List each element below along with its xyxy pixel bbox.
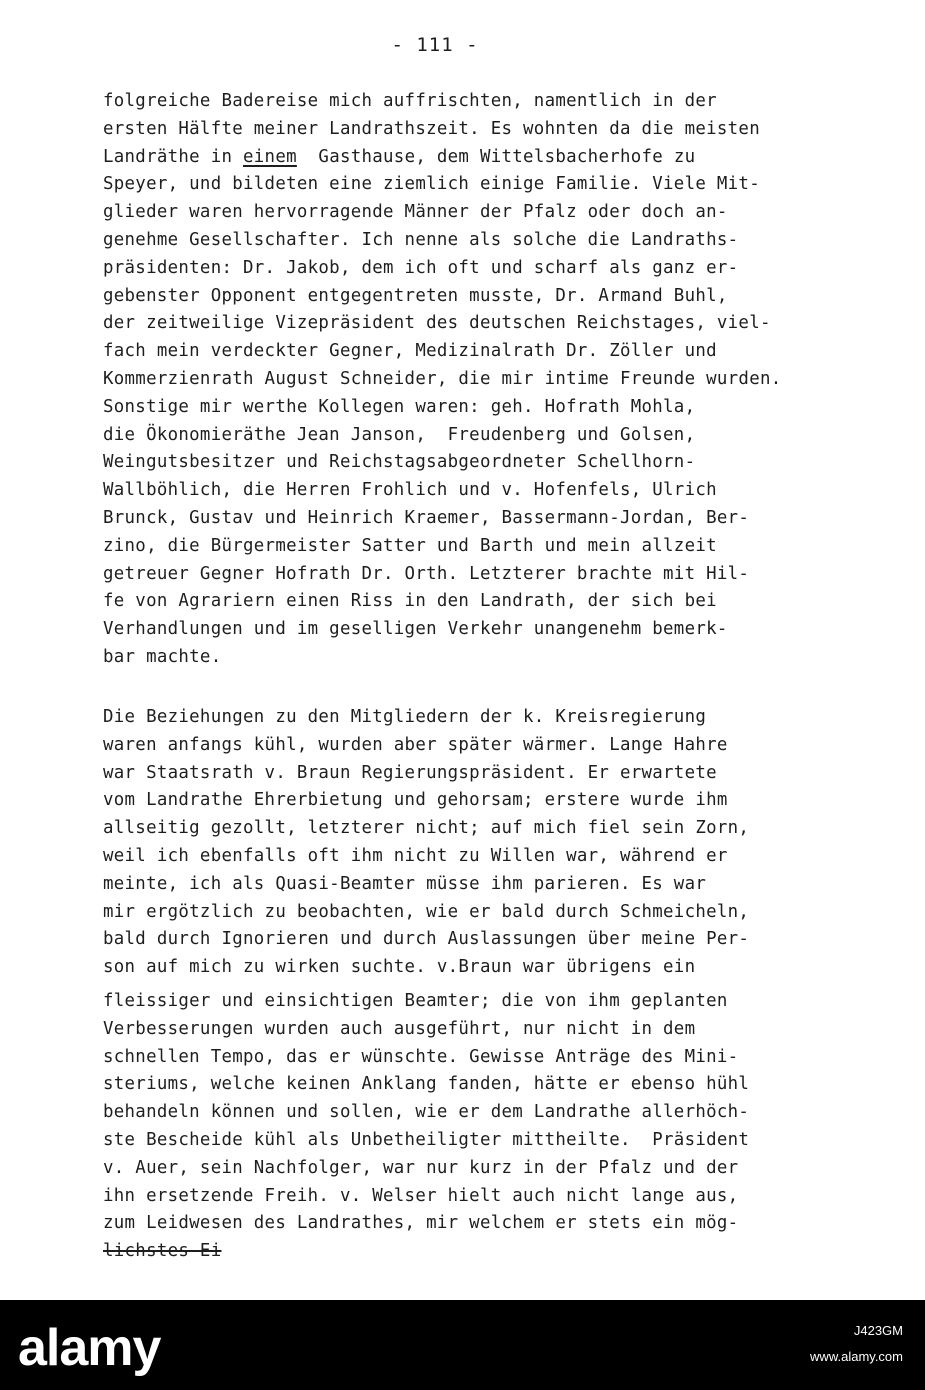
- text-fragment: Gasthause, dem Wittelsbacherhofe zu: [318, 146, 696, 167]
- site-url: www.alamy.com: [810, 1349, 903, 1364]
- text-line: fach mein verdeckter Gegner, Medizinalrath Dr. Zöller und: [103, 341, 717, 362]
- stock-footer: [0, 1300, 925, 1390]
- text-line: Verbesserungen wurden auch ausgeführt, nur nicht in dem: [103, 1018, 696, 1039]
- text-line: zino, die Bürgermeister Satter und Barth und mein allzeit: [103, 535, 717, 556]
- paragraph-3: [103, 988, 893, 1266]
- text-line: Sonstige mir werthe Kollegen waren: geh. Hofrath Mohla,: [103, 396, 696, 417]
- underlined-word: einem: [243, 146, 297, 167]
- page-number: - 111 -: [391, 34, 479, 56]
- text-line: fleissiger und einsichtigen Beamter; die von ihm geplanten: [103, 991, 728, 1011]
- text-line: getreuer Gegner Hofrath Dr. Orth. Letzterer brachte mit Hil-: [103, 563, 750, 584]
- text-line: präsidenten: Dr. Jakob, dem ich oft und scharf als ganz er-: [103, 257, 739, 278]
- text-line: steriums, welche keinen Anklang fanden, hätte er ebenso hühl: [103, 1074, 750, 1095]
- text-line: Die Beziehungen zu den Mitgliedern der k. Kreisregierung: [103, 707, 707, 727]
- text-fragment: Landräthe in: [103, 146, 244, 167]
- text-line: son auf mich zu wirken suchte. v.Braun war übrigens ein: [103, 957, 696, 978]
- text-line: ersten Hälfte meiner Landrathszeit. Es wohnten da die meisten: [103, 118, 760, 139]
- text-line: folgreiche Badereise mich auffrischten, namentlich in der: [103, 91, 717, 111]
- text-line: bald durch Ignorieren und durch Auslassungen über meine Per-: [103, 929, 750, 950]
- text-line: die Ökonomieräthe Jean Janson, Freudenberg und Golsen,: [103, 424, 696, 445]
- text-line: [103, 144, 893, 172]
- text-line: der zeitweilige Vizepräsident des deutschen Reichstages, viel-: [103, 313, 771, 334]
- text-fragment: [297, 147, 319, 167]
- text-line: weil ich ebenfalls oft ihm nicht zu Willen war, während er: [103, 845, 728, 866]
- text-line: zum Leidwesen des Landrathes, mir welchem er stets ein mög-: [103, 1213, 739, 1234]
- text-line: allseitig gezollt, letzterer nicht; auf mich fiel sein Zorn,: [103, 818, 750, 839]
- text-line: meinte, ich als Quasi-Beamter müsse ihm parieren. Es war: [103, 873, 707, 894]
- text-line: Speyer, und bildeten eine ziemlich einige Familie. Viele Mit-: [103, 174, 760, 195]
- text-line: gebenster Opponent entgegentreten musste, Dr. Armand Buhl,: [103, 285, 728, 306]
- paragraph-1: [103, 88, 893, 672]
- text-line: mir ergötzlich zu beobachten, wie er bald durch Schmeicheln,: [103, 901, 750, 922]
- text-line: v. Auer, sein Nachfolger, war nur kurz in der Pfalz und der: [103, 1157, 739, 1178]
- text-line: genehme Gesellschafter. Ich nenne als solche die Landraths-: [103, 229, 739, 250]
- image-id: J423GM: [853, 1323, 903, 1338]
- text-line: ste Bescheide kühl als Unbetheiligter mittheilte. Präsident: [103, 1129, 750, 1150]
- text-line: Weingutsbesitzer und Reichstagsabgeordneter Schellhorn-: [103, 452, 696, 473]
- text-line: Verhandlungen und im geselligen Verkehr unangenehm bemerk-: [103, 619, 728, 640]
- text-line: schnellen Tempo, das er wünschte. Gewisse Anträge des Mini-: [103, 1046, 739, 1067]
- text-line: waren anfangs kühl, wurden aber später wärmer. Lange Hahre: [103, 734, 728, 755]
- paragraph-2: [103, 704, 893, 982]
- struck-through-line: lichstes Ei: [103, 1241, 222, 1262]
- alamy-logo: alamy: [18, 1319, 161, 1377]
- text-line: ihn ersetzende Freih. v. Welser hielt auch nicht lange aus,: [103, 1185, 739, 1206]
- text-line: Kommerzienrath August Schneider, die mir intime Freunde wurden.: [103, 368, 782, 389]
- text-line: Brunck, Gustav und Heinrich Kraemer, Bassermann-Jordan, Ber-: [103, 507, 750, 528]
- footer-info: [810, 1318, 903, 1370]
- text-line: war Staatsrath v. Braun Regierungspräsident. Er erwartete: [103, 762, 717, 783]
- text-line: glieder waren hervorragende Männer der Pfalz oder doch an-: [103, 202, 728, 223]
- text-line: behandeln können und sollen, wie er dem Landrathe allerhöch-: [103, 1102, 750, 1123]
- text-line: fe von Agrariern einen Riss in den Landrath, der sich bei: [103, 591, 717, 612]
- text-line: Wallböhlich, die Herren Frohlich und v. Hofenfels, Ulrich: [103, 480, 717, 501]
- text-line: vom Landrathe Ehrerbietung und gehorsam; erstere wurde ihm: [103, 790, 728, 811]
- text-line: bar machte.: [103, 646, 222, 667]
